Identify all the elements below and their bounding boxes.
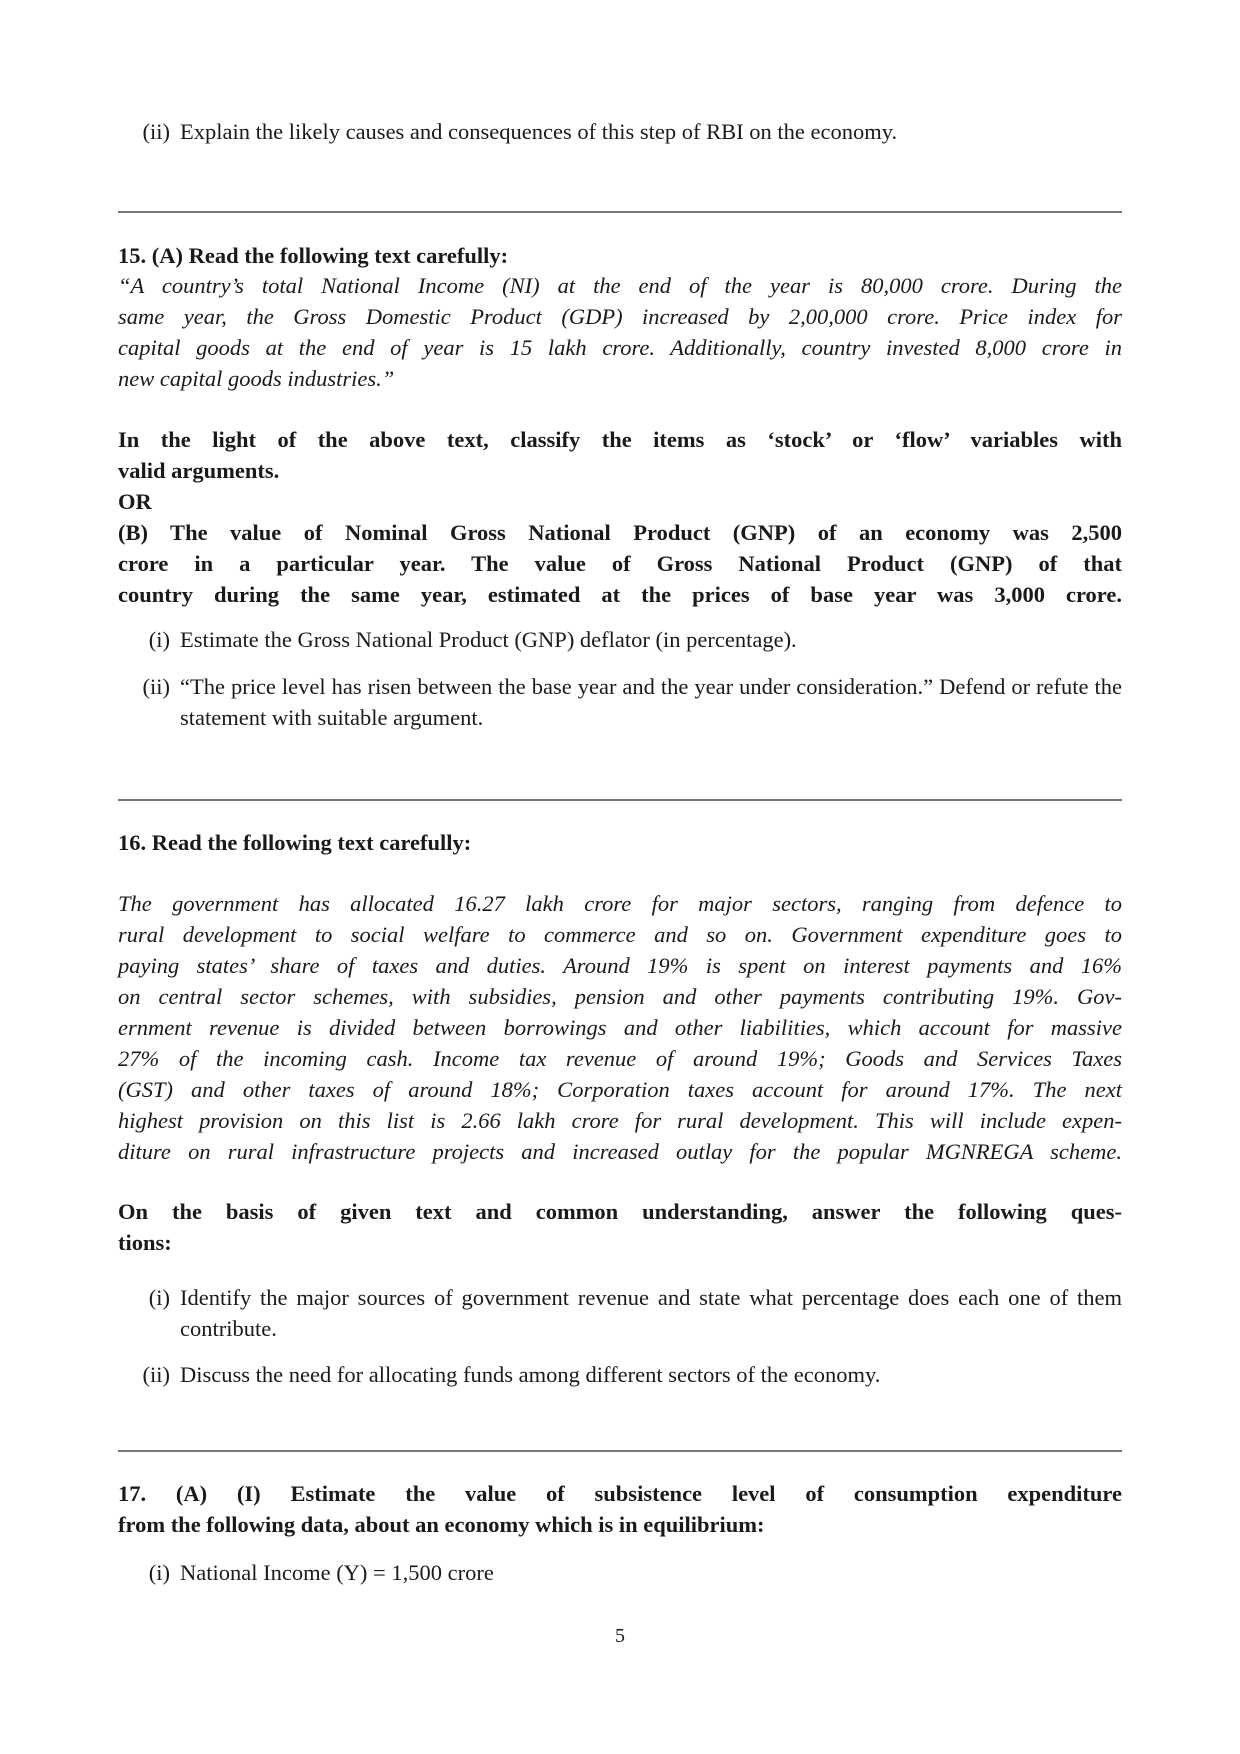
q17-subquestion-i [126, 1557, 1122, 1588]
q15-instruction [118, 424, 1122, 610]
q15-part-b-line: crore in a particular year. The value of Gross National Product (GNP) of that [118, 551, 1122, 576]
section-divider [118, 799, 1122, 801]
q15-passage-line: capital goods at the end of year is 15 lakh crore. Additionally, country invested 8,000 crore in [118, 335, 1122, 360]
section-divider [118, 1450, 1122, 1452]
q16-instruction-line: tions: [118, 1230, 172, 1255]
q15-part-b-line: (B) The value of Nominal Gross National Product (GNP) of an economy was 2,500 [118, 520, 1122, 545]
q16-subquestion-i [126, 1282, 1122, 1344]
q15-passage [118, 270, 1122, 394]
q14-subquestion-ii-label: (ii) [142, 119, 170, 144]
q15-instruction-line: In the light of the above text, classify the items as ‘stock’ or ‘flow’ variables with [118, 427, 1122, 452]
q16-instruction [118, 1196, 1122, 1258]
q16-passage-line: on central sector schemes, with subsidies, pension and other payments contributing 19%. Gov- [118, 984, 1122, 1009]
q16-passage-line: rural development to social welfare to commerce and so on. Government expenditure goes to [118, 922, 1122, 947]
q16-subquestion-i-label: (i) [148, 1285, 170, 1310]
q15-instruction-line: valid arguments. [118, 458, 280, 483]
q15-subquestion-i [126, 624, 1122, 655]
section-divider [118, 211, 1122, 213]
page-number: 5 [615, 1625, 625, 1647]
q15-part-b-line: country during the same year, estimated at the prices of base year was 3,000 crore. [118, 582, 1122, 607]
q17-heading-line: 17. (A) (I) Estimate the value of subsistence level of consumption expenditure [118, 1481, 1122, 1506]
q17-subquestion-i-text: National Income (Y) = 1,500 crore [180, 1560, 494, 1585]
q16-passage-line: The government has allocated 16.27 lakh crore for major sectors, ranging from defence to [118, 891, 1122, 916]
q15-passage-line: “A country’s total National Income (NI) at the end of the year is 80,000 crore. During the [118, 273, 1122, 298]
q16-subquestion-ii-label: (ii) [142, 1362, 170, 1387]
q16-passage-line: diture on rural infrastructure projects and increased outlay for the popular MGNREGA scheme. [118, 1139, 1122, 1164]
q16-heading: 16. Read the following text carefully: [118, 830, 472, 855]
q16-passage-line: ernment revenue is divided between borrowings and other liabilities, which account for massive [118, 1015, 1122, 1040]
q17-subquestion-i-label: (i) [148, 1560, 170, 1585]
q15-or-label: OR [118, 489, 152, 514]
q16-instruction-line: On the basis of given text and common understanding, answer the following ques- [118, 1199, 1122, 1224]
q15-heading: 15. (A) Read the following text carefully: [118, 243, 509, 268]
q16-subquestion-ii [126, 1359, 1122, 1390]
q17-heading [118, 1478, 1122, 1540]
q15-subquestion-ii-label: (ii) [142, 674, 170, 699]
q16-passage-line: 27% of the incoming cash. Income tax revenue of around 19%; Goods and Services Taxes [118, 1046, 1122, 1071]
q15-subquestion-i-label: (i) [148, 627, 170, 652]
q14-subquestion-ii [126, 116, 1122, 147]
q16-passage-line: highest provision on this list is 2.66 lakh crore for rural development. This will include expen- [118, 1108, 1122, 1133]
q15-passage-line: same year, the Gross Domestic Product (GDP) increased by 2,00,000 crore. Price index for [118, 304, 1122, 329]
q16-passage [118, 888, 1122, 1167]
q16-subquestion-i-text: Identify the major sources of government revenue and state what percentage does each one of them contribute. [180, 1285, 1122, 1341]
q15-subquestion-i-text: Estimate the Gross National Product (GNP) deflator (in percentage). [180, 627, 797, 652]
q14-subquestion-ii-text: Explain the likely causes and consequences of this step of RBI on the economy. [180, 119, 898, 144]
q15-subquestion-ii-text: “The price level has risen between the base year and the year under consideration.” Defend or refute the statement with suitable argument. [180, 674, 1122, 730]
q17-heading-line: from the following data, about an economy which is in equilibrium: [118, 1512, 765, 1537]
q16-passage-line: (GST) and other taxes of around 18%; Corporation taxes account for around 17%. The next [118, 1077, 1122, 1102]
q15-passage-line: new capital goods industries.” [118, 366, 395, 391]
q16-subquestion-ii-text: Discuss the need for allocating funds among different sectors of the economy. [180, 1362, 881, 1387]
q15-subquestion-ii [126, 671, 1122, 733]
q16-passage-line: paying states’ share of taxes and duties. Around 19% is spent on interest payments and 16% [118, 953, 1122, 978]
